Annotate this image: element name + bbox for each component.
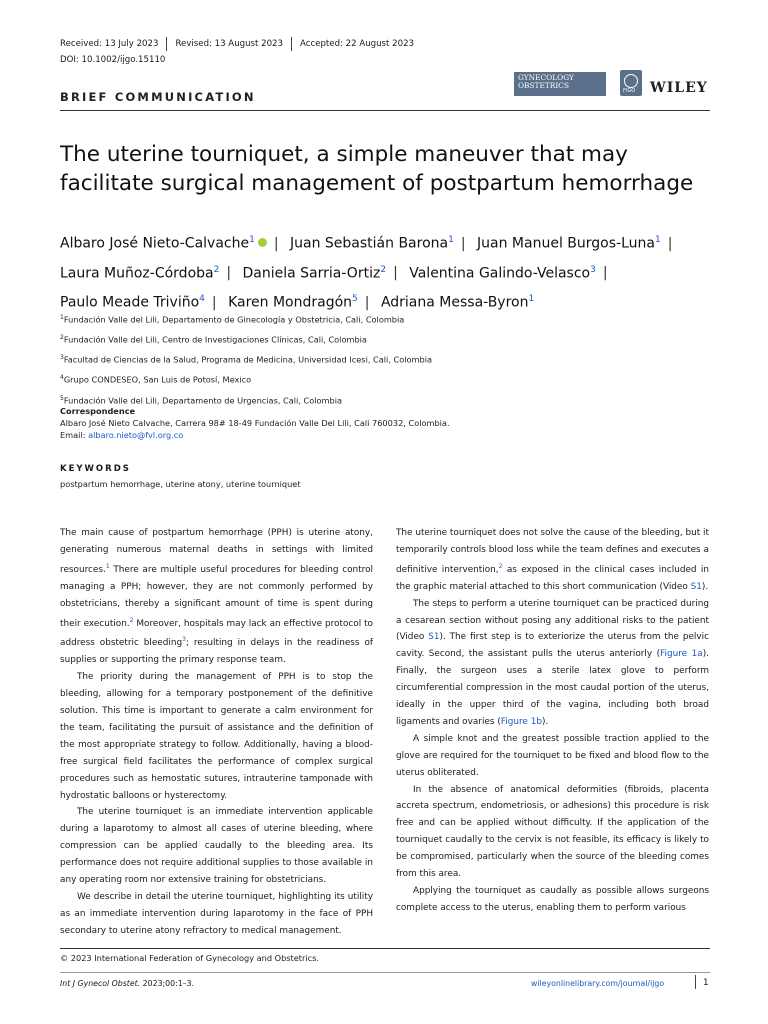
affiliation: $^1$Fundación Valle del Lili, Departamento de Ginecología y Obstetricia, Cali, Colombia (60, 314, 405, 325)
paragraph: A simple knot and the greatest possible traction applied to the glove are required for the tourniquet to be fixed and blood flow to the uterus obliterated. (396, 733, 709, 778)
correspondence-address: Albaro José Nieto Calvache, Carrera 98# 18-49 Fundación Valle Del Lili, Cali 760032, Colombia. (60, 418, 450, 428)
keywords: postpartum hemorrhage, uterine atony, uterine tourniquet (60, 479, 301, 489)
citation-link[interactable]: 3 (182, 636, 186, 644)
article-dates (60, 37, 414, 51)
publisher-logo: WILEY (650, 80, 708, 96)
divider (166, 37, 167, 51)
affiliation: $^3$Facultad de Ciencias de la Salud, Programa de Medicina, Universidad Icesi, Cali, Colombia (60, 354, 433, 366)
affiliations (60, 309, 432, 410)
paragraph: The uterine tourniquet does not solve the cause of the bleeding, but it temporarily controls blood loss while the team defines and executes a definitive intervention,$^2$ as exposed in the clinical cases included in the graphic material attached to this short communication (Video S1). (396, 528, 710, 592)
figure-link[interactable]: Figure 1a (660, 649, 703, 660)
affiliation: $^5$Fundación Valle del Lili, Departamento de Urgencias, Cali, Colombia (60, 394, 343, 406)
keywords-heading: KEYWORDS (60, 464, 131, 474)
author-list: Albaro José Nieto-Calvache$^1$ | Juan Sebastián Barona$^1$ | Juan Manuel Burgos-Luna$^1$ | Laura Muñoz-Córdoba$^2$ | Daniela Sarria-Ortiz$^2$ | Valentina Galindo-Velasco$^3$ | Paulo Meade Triviño$^4$ | Karen Mondragón$^5$ | Adriana Messa-Byron$^1$ (60, 235, 673, 311)
body-column-left (60, 525, 373, 940)
doi: DOI: 10.1002/ijgo.15110 (60, 55, 166, 65)
citation-link[interactable]: 1 (105, 562, 110, 570)
page-number: 1 (703, 978, 709, 988)
section-label: BRIEF COMMUNICATION (60, 90, 256, 104)
paragraph: Applying the tourniquet as caudally as possible allows surgeons complete access to the uterus, enabling them to perform various (396, 886, 709, 913)
footer-rule (60, 972, 710, 973)
email-link[interactable]: albaro.nieto@fvl.org.co (88, 430, 184, 440)
citation-link[interactable]: 2 (129, 616, 134, 624)
citation: Int J Gynecol Obstet. 2023;00:1–3. (60, 979, 194, 988)
paragraph: The steps to perform a uterine tourniquet can be practiced during a cesarean section without posing any additional risks to the patient (Video S1). The first step is to exteriorize the uterus from the pelvic cavity. Second, the assistant pulls the uterus anteriorly (Figure 1a). Finally, the surgeon uses a sterile latex glove to perform circumferential compression in the most caudal portion of the uterus, ideally in the upper third of the vagina, including both broad ligaments and ovaries (Figure 1b). (396, 598, 709, 727)
author[interactable]: Juan Manuel Burgos-Luna (477, 235, 655, 252)
author[interactable]: Laura Muñoz-Córdoba (60, 265, 214, 282)
header-rule (60, 110, 710, 111)
citation-link[interactable]: 2 (498, 562, 503, 570)
article-title: The uterine tourniquet, a simple maneuver that may facilitate surgical management of postpartum hemorrhage (60, 142, 694, 196)
paragraph: The uterine tourniquet is an immediate intervention applicable during a laparotomy to almost all cases of uterine bleeding, where compression can be applied caudally to the bleeding area. Its performance does not require additional supplies to those available in any operating room nor extensive training for obstetricians. (60, 807, 373, 886)
affiliation: $^2$Fundación Valle del Lili, Centro de Investigaciones Clínicas, Cali, Colombia (60, 334, 367, 345)
divider (291, 37, 292, 51)
orcid-icon[interactable] (258, 238, 267, 247)
correspondence-heading: Correspondence (60, 406, 136, 416)
body-column-right (396, 525, 709, 917)
paragraph: In the absence of anatomical deformities (fibroids, placenta accreta spectrum, endometriosis, or adhesions) this procedure is risk free and can be applied without difficulty. If the application of the tourniquet caudally to the cervix is not feasible, its efficacy is likely to be compromised, particularly when the source of the bleeding comes from this area. (396, 784, 709, 880)
copyright: © 2023 International Federation of Gynecology and Obstetrics. (60, 953, 320, 963)
affiliation: $^4$Grupo CONDESEO, San Luis de Potosí, Mexico (60, 374, 252, 386)
author[interactable]: Albaro José Nieto-Calvache (60, 235, 250, 252)
figo-emblem-icon (624, 74, 638, 88)
paragraph: The main cause of postpartum hemorrhage (PPH) is uterine atony, generating numerous maternal deaths in settings with limited resources.$^1$ There are multiple useful procedures for bleeding control managing a PPH; however, they are not commonly performed by obstetricians, thereby a significant amount of time is spent during their execution.$^2$ Moreover, hospitals may lack an effective protocol to address obstetric bleeding$^3$; resulting in delays in the readiness of supplies or supporting the primary response team. (60, 528, 373, 666)
revised-date: Revised: 13 August 2023 (175, 39, 283, 49)
author[interactable]: Juan Sebastián Barona (290, 235, 449, 252)
correspondence: Correspondence Albaro José Nieto Calvache, Carrera 98# 18-49 Fundación Valle Del Lili, Cali 760032, Colombia. Email: albaro.nieto@fvl.org.co (60, 406, 450, 440)
journal-logo: GYNECOLOGY OBSTETRICS (514, 72, 606, 96)
accepted-date: Accepted: 22 August 2023 (300, 39, 415, 49)
paragraph: We describe in detail the uterine tourniquet, highlighting its utility as an immediate intervention during laparotomy in the face of PPH secondary to uterine atony refractory to medical management. (60, 891, 373, 936)
video-link[interactable]: S1 (428, 632, 440, 643)
paragraph: The priority during the management of PPH is to stop the bleeding, allowing for a temporary postponement of the definitive solution. This time is important to generate a calm environment for the team, facilitating the pursuit of assistance and the definition of the most appropriate strategy to follow. Additionally, having a blood-free surgical field facilitates the performance of complex surgical procedures such as hemostatic sutures, intrauterine tamponade with hydrostatic balloons or hysterectomy. (60, 672, 373, 801)
video-link[interactable]: S1 (690, 581, 702, 592)
footer-rule (60, 948, 710, 949)
figo-label: FIGO (623, 88, 636, 94)
author[interactable]: Valentina Galindo-Velasco (409, 265, 591, 282)
divider (695, 975, 696, 989)
author[interactable]: Adriana Messa-Byron (380, 294, 529, 311)
author[interactable]: Karen Mondragón (228, 294, 353, 311)
author[interactable]: Daniela Sarria-Ortiz (242, 265, 381, 282)
received-date: Received: 13 July 2023 (60, 39, 159, 49)
journal-url-link[interactable]: wileyonlinelibrary.com/journal/ijgo (531, 979, 665, 988)
figure-link[interactable]: Figure 1b (500, 716, 542, 727)
author[interactable]: Paulo Meade Triviño (60, 294, 200, 311)
